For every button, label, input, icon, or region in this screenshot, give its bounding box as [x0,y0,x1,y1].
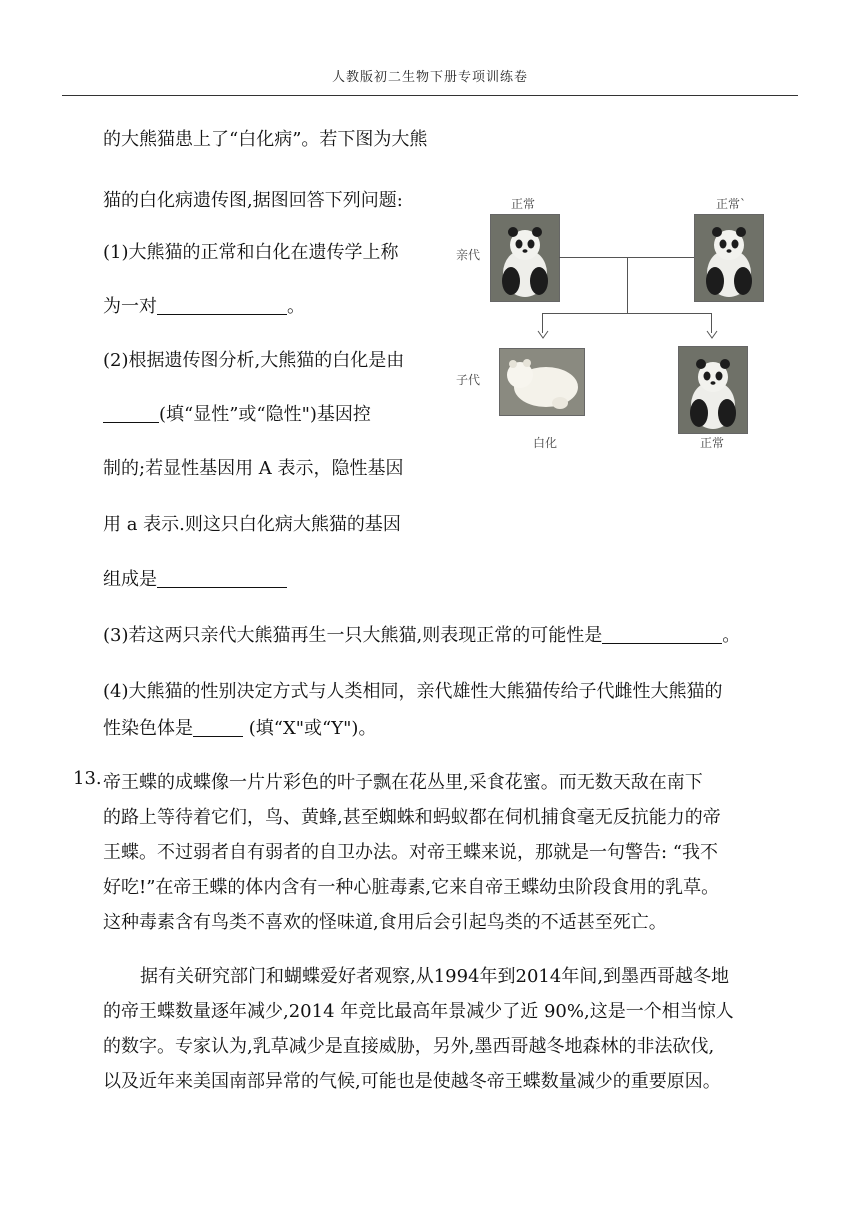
q12-line-4-end: 。 [287,296,305,317]
sibling-line [542,313,712,314]
parent-panda-photo-left [490,214,560,302]
q13-para2-line-4: 以及近年来美国南部异常的气候,可能也是使越冬帝王蝶数量减少的重要原因。 [103,1071,721,1092]
q12-line-6 [103,400,371,426]
q13-number: 13. [73,768,102,789]
arrow-down-icon [706,330,718,340]
q12-line-4-text: 为一对 [103,296,157,317]
header-rule [62,95,798,96]
q12-line-10-text: (3)若这两只亲代大熊猫再生一只大熊猫,则表现正常的可能性是 [103,625,603,646]
q12-line-8: 用 a 表示.则这只白化病大熊猫的基因 [103,514,401,535]
answer-blank-5[interactable] [193,718,243,737]
q13-line-2: 的路上等待着它们，鸟、黄蜂,甚至蜘蛛和蚂蚁都在伺机捕食毫无反抗能力的帝 [103,807,721,828]
q12-line-3: (1)大熊猫的正常和白化在遗传学上称 [103,242,399,263]
q12-line-5: (2)根据遗传图分析,大熊猫的白化是由 [103,350,405,371]
q13-line-3: 王蝶。不过弱者自有弱者的自卫办法。对帝王蝶来说，那就是一句警告: “我不 [103,842,718,863]
child-right-caption: 正常 [700,436,725,450]
q13-para2-line-2: 的帝王蝶数量逐年减少,2014 年竞比最高年景减少了近 90%,这是一个相当惊人 [103,1001,734,1022]
panda-image [695,215,763,301]
q13-line-1: 帝王蝶的成蝶像一片片彩色的叶子飘在花丛里,采食花蜜。而无数天敌在南下 [103,772,703,793]
answer-blank-4[interactable] [602,625,722,644]
answer-blank-2[interactable] [103,404,159,423]
child-normal-panda-photo [678,346,748,434]
q12-line-7: 制的;若显性基因用 A 表示，隐性基因 [103,458,404,479]
child-left-caption: 白化 [533,436,558,450]
page-header: 人教版初二生物下册专项训练卷 [331,70,528,85]
arrow-down-icon [537,330,549,340]
q13-line-5: 这种毒素含有鸟类不喜欢的怪味道,食用后会引起鸟类的不适甚至死亡。 [103,912,667,933]
descent-line [627,257,628,313]
parent-right-caption: 正常` [716,197,747,211]
parent-panda-photo-right [694,214,764,302]
q12-line-1: 的大熊猫患上了“白化病”。若下图为大熊 [103,129,428,150]
panda-image [679,347,747,433]
answer-blank-1[interactable] [157,296,287,315]
q12-line-11: (4)大熊猫的性别决定方式与人类相同，亲代雄性大熊猫传给子代雌性大熊猫的 [103,681,723,702]
q12-line-6-text: (填“显性”或“隐性")基因控 [159,404,371,425]
q12-line-9 [103,565,287,591]
answer-blank-3[interactable] [157,569,287,588]
child-albino-panda-photo [499,348,585,416]
q12-line-12-end: (填“X"或“Y")。 [248,718,377,739]
q13-para2-line-1: 据有关研究部门和蝴蝶爱好者观察,从1994年到2014年间,到墨西哥越冬地 [140,966,730,987]
q12-line-4 [103,292,305,318]
q12-line-2: 猫的白化病遗传图,据图回答下列问题: [103,190,403,211]
q12-line-12-text: 性染色体是 [103,718,193,739]
q13-para2-line-3: 的数字。专家认为,乳草减少是直接威胁，另外,墨西哥越冬地森林的非法砍伐, [103,1036,715,1057]
q12-line-10 [103,621,740,647]
albino-panda-image [500,349,584,415]
q13-line-4: 好吃!”在帝王蝶的体内含有一种心脏毒素,它来自帝王蝶幼虫阶段食用的乳草。 [103,877,720,898]
q12-line-9-text: 组成是 [103,569,157,590]
q12-line-10-end: 。 [722,625,741,646]
child-generation-label: 子代 [456,373,481,387]
q12-line-12 [103,714,376,740]
parent-generation-label: 亲代 [456,248,481,262]
panda-image [491,215,559,301]
parent-left-caption: 正常 [511,197,536,211]
